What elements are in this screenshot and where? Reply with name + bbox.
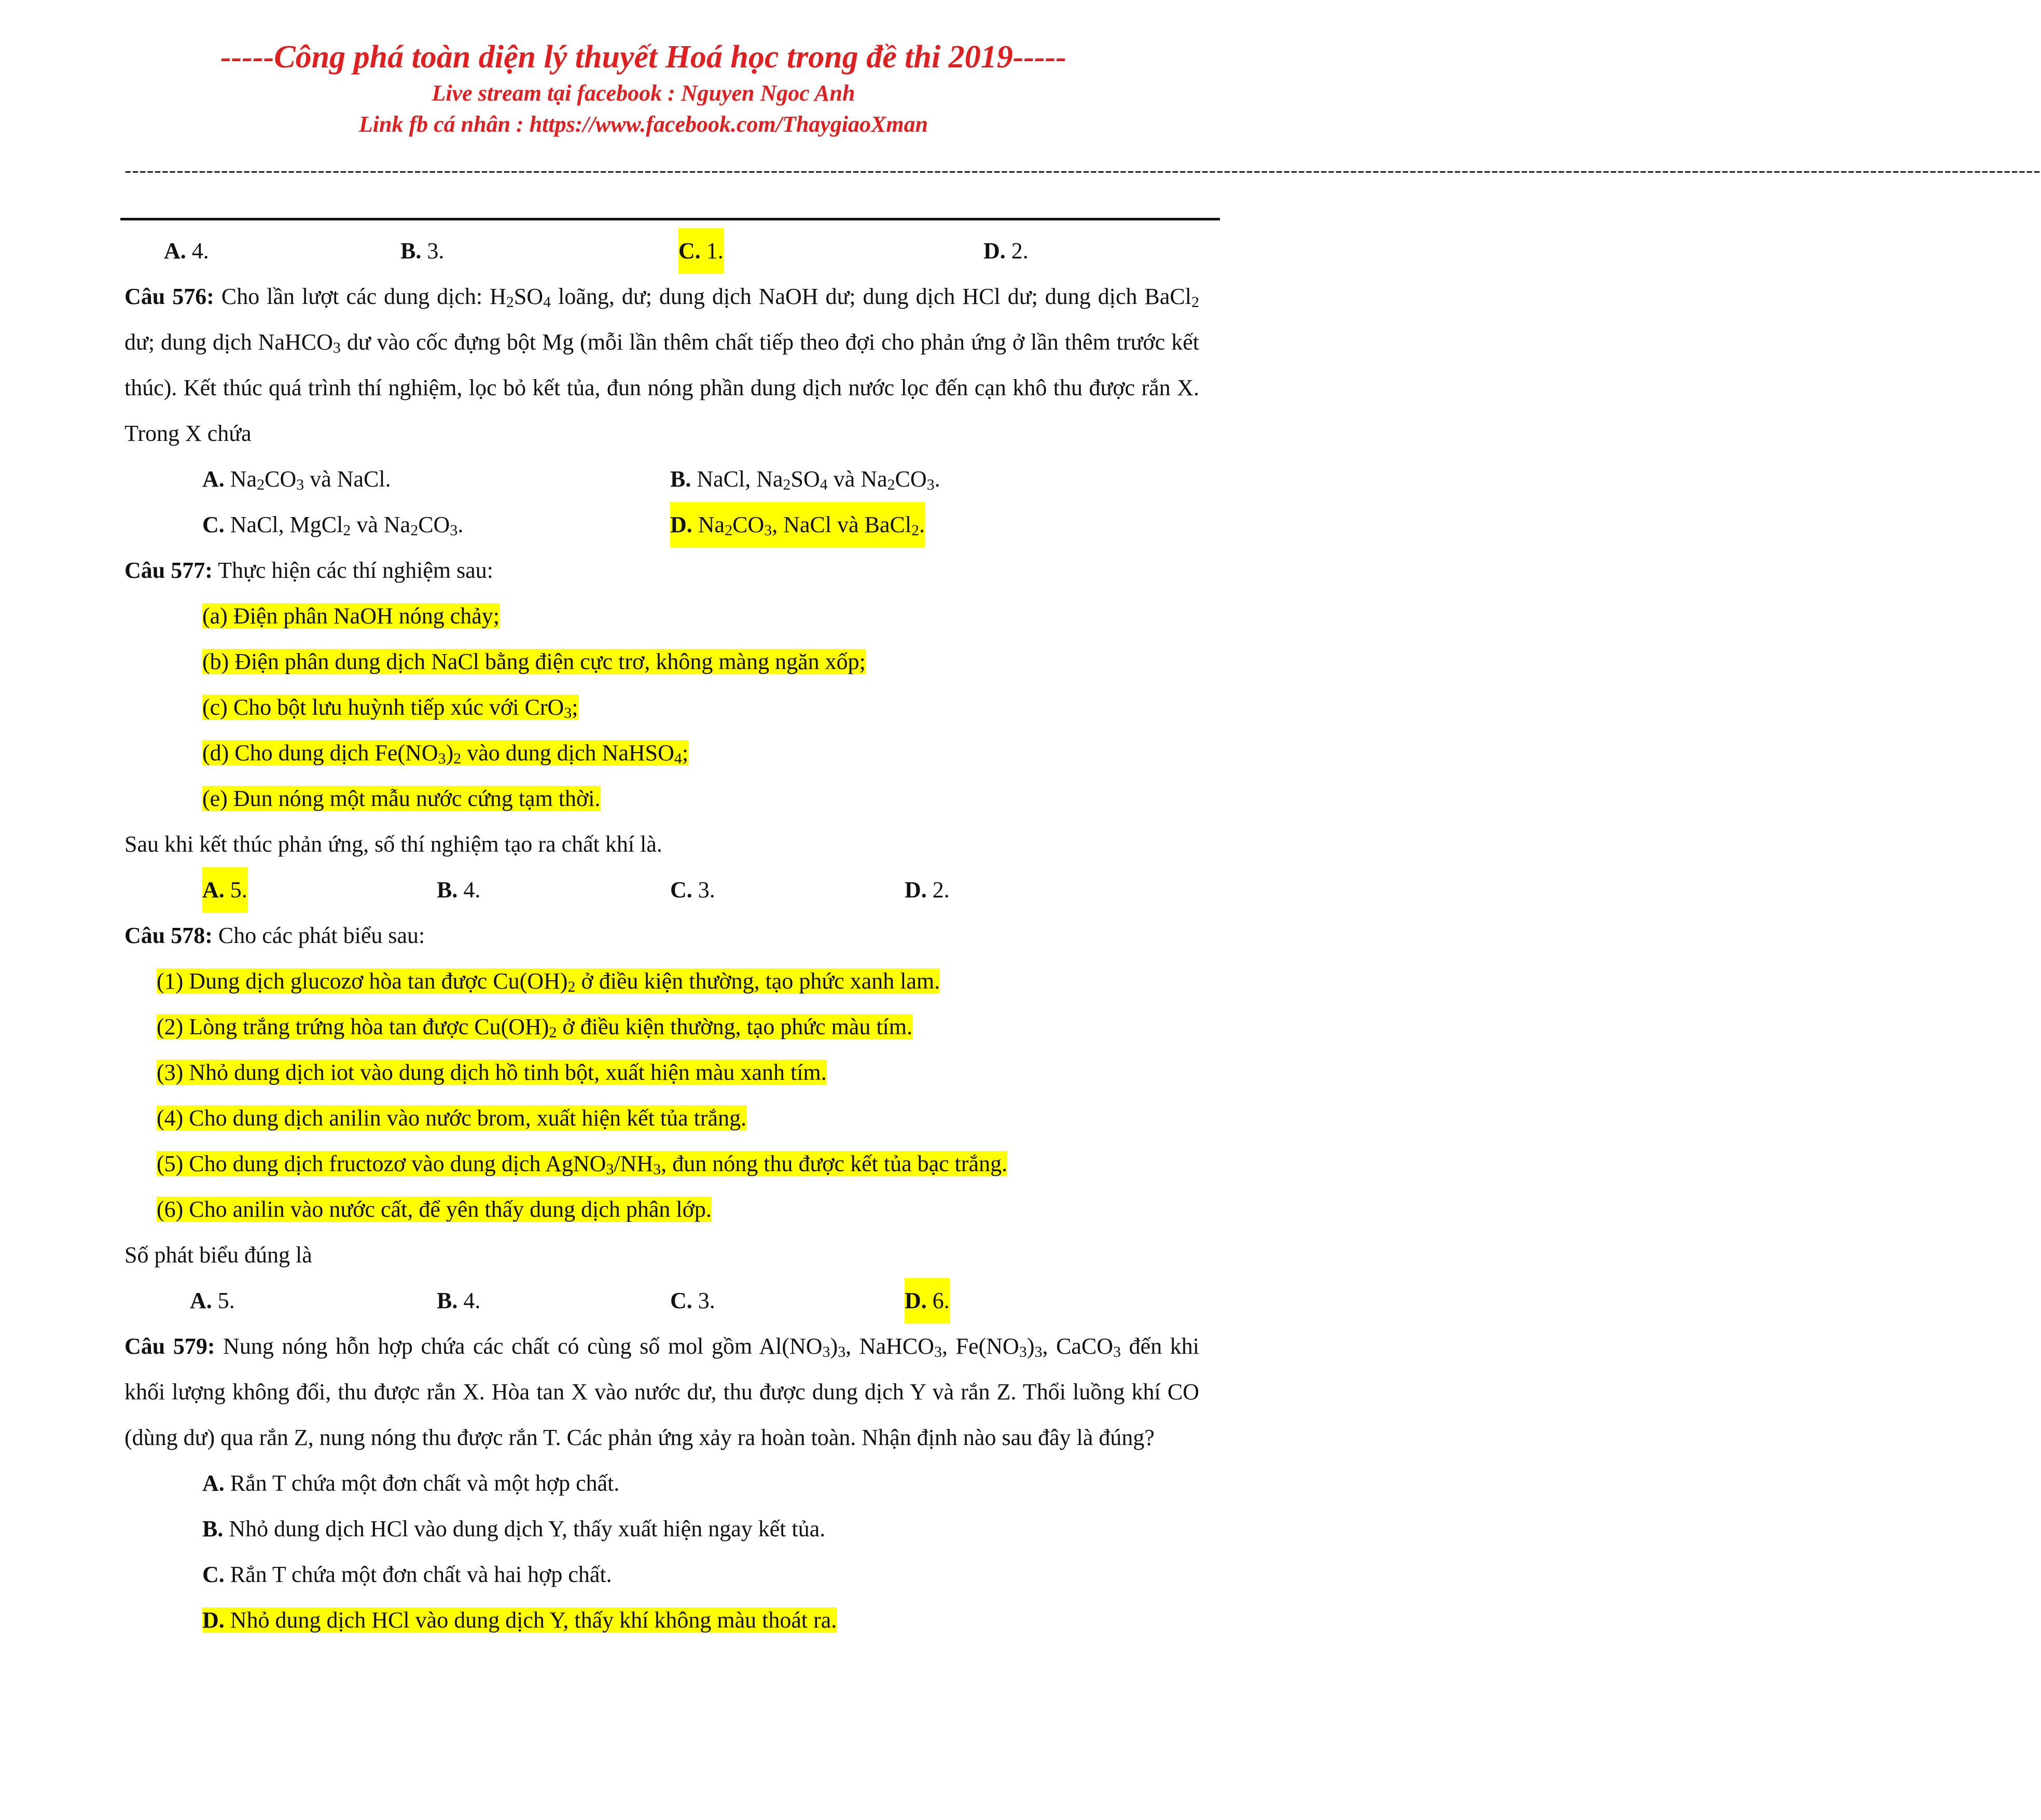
option-c: C. NaCl, MgCl$_2$ và $Na_2CO_3$. <box>202 512 464 539</box>
option-c: C. 1. <box>678 228 724 274</box>
question-label: Câu 577: <box>124 558 213 583</box>
question-579-option-c: C. Rắn T chứa một đơn chất và hai hợp chất. <box>202 1562 612 1587</box>
statement-5: (5) Cho dung dịch fructozơ vào dung dịch $AgNO_3/NH_3$, đun nóng thu được kết tủa bạc trắng. <box>157 1151 1008 1178</box>
question-576-options-row-1 <box>124 456 1199 502</box>
question-577-item-a: (a) Điện phân NaOH nóng chảy; <box>202 603 500 629</box>
question-577-item-b: (b) Điện phân dung dịch NaCl bằng điện cực trơ, không màng ngăn xốp; <box>202 649 866 674</box>
header-link: Link fb cá nhân : https://www.facebook.com/ThaygiaoXman <box>358 112 928 137</box>
question-579-text: Câu 579: Nung nóng hỗn hợp chứa các chất có cùng số mol gồm $Al(NO_3)_3$, NaHCO$_3$, $Fe(NO_3)_3$, CaCO$_3$ đến khi khối lượng không đổi, thu được rắn X. Hòa tan X vào nước dư, thu được dung dịch Y và rắn Z. Thổi luồng khí CO (dùng dư) qua rắn Z, nung nóng thu được rắn T. Các phản ứng xảy ra hoàn toàn. Nhận định nào sau đây là đúng? <box>124 1333 1200 1450</box>
top-options-row <box>124 228 1199 274</box>
option-d: D. $Na_2CO_3$, NaCl và BaCl$_2$. <box>670 502 925 548</box>
option-d: D. 2. <box>983 238 1029 263</box>
statement-3: (3) Nhỏ dung dịch iot vào dung dịch hồ tinh bột, xuất hiện màu xanh tím. <box>157 1060 827 1085</box>
page-header <box>0 36 1287 140</box>
question-577-question: Sau khi kết thúc phản ứng, số thí nghiệm tạo ra chất khí là. <box>124 831 662 857</box>
question-578-question: Số phát biểu đúng là <box>124 1242 312 1268</box>
option-b: B. 3. <box>400 238 445 263</box>
statement-4: (4) Cho dung dịch anilin vào nước brom, xuất hiện kết tủa trắng. <box>157 1105 747 1131</box>
question-label: Câu 578: <box>124 923 213 948</box>
option-c: C. 3. <box>670 1288 715 1313</box>
question-577-item-d: (d) Cho dung dịch $Fe(NO_3)_2$ vào dung dịch NaHSO$_4$; <box>202 740 689 767</box>
option-c: C. 3. <box>670 877 715 902</box>
option-b: B. 4. <box>437 877 481 902</box>
question-576-options-row-2 <box>124 502 1199 548</box>
option-a: A. 4. <box>164 238 209 263</box>
question-578-text: Câu 578: Cho các phát biểu sau: <box>124 923 425 948</box>
header-livestream: Live stream tại facebook : Nguyen Ngoc Anh <box>432 80 855 106</box>
question-578-options <box>124 1278 1199 1324</box>
statement-1: (1) Dung dịch glucozơ hòa tan được $Cu(OH)_2$ ở điều kiện thường, tạo phức xanh lam. <box>157 968 940 995</box>
question-579-option-b: B. Nhỏ dung dịch HCl vào dung dịch Y, thấy xuất hiện ngay kết tủa. <box>202 1516 826 1541</box>
option-d: D. 6. <box>905 1278 950 1324</box>
question-577-text: Câu 577: Thực hiện các thí nghiệm sau: <box>124 558 494 583</box>
option-b: B. 4. <box>437 1288 481 1313</box>
option-b: B. NaCl, $Na_2SO_4$ và $Na_2CO_3$. <box>670 466 940 493</box>
question-577-options <box>124 867 1199 913</box>
header-title: -----Công phá toàn diện lý thuyết Hoá học trong đề thi 2019----- <box>220 39 1066 75</box>
dashed-separator: ------------------------------------------------------------------------------------------------------------------------------------------------------------------------------------------------------------------------------------------------------------------ <box>124 158 2041 182</box>
option-a: A. 5. <box>190 1288 235 1313</box>
horizontal-rule <box>120 218 1220 220</box>
option-a: A. 5. <box>202 867 247 913</box>
statement-2: (2) Lòng trắng trứng hòa tan được $Cu(OH)_2$ ở điều kiện thường, tạo phức màu tím. <box>157 1014 913 1041</box>
question-577-item-e: (e) Đun nóng một mẫu nước cứng tạm thời. <box>202 786 601 811</box>
question-577-item-c: (c) Cho bột lưu huỳnh tiếp xúc với CrO$_3$; <box>202 694 578 721</box>
question-label: Câu 579: <box>124 1333 215 1359</box>
option-d: D. 2. <box>905 877 950 902</box>
option-a: A. $Na_2CO_3$ và NaCl. <box>202 466 391 493</box>
question-label: Câu 576: <box>124 284 214 309</box>
statement-6: (6) Cho anilin vào nước cất, để yên thấy dung dịch phân lớp. <box>157 1197 712 1222</box>
question-579-option-d: D. Nhỏ dung dịch HCl vào dung dịch Y, thấy khí không màu thoát ra. <box>202 1607 837 1633</box>
document-body <box>124 228 1199 1643</box>
question-579-option-a: A. Rắn T chứa một đơn chất và một hợp chất. <box>202 1470 620 1496</box>
question-576-text: Câu 576: Cho lần lượt các dung dịch: $H_2SO_4$ loãng, dư; dung dịch NaOH dư; dung dịch HCl dư; dung dịch BaCl$_2$ dư; dung dịch NaHCO$_3$ dư vào cốc đựng bột Mg (mỗi lần thêm chất tiếp theo đợi cho phản ứng ở lần thêm trước kết thúc). Kết thúc quá trình thí nghiệm, lọc bỏ kết tủa, đun nóng phần dung dịch nước lọc đến cạn khô thu được rắn X. Trong X chứa <box>124 284 1200 446</box>
